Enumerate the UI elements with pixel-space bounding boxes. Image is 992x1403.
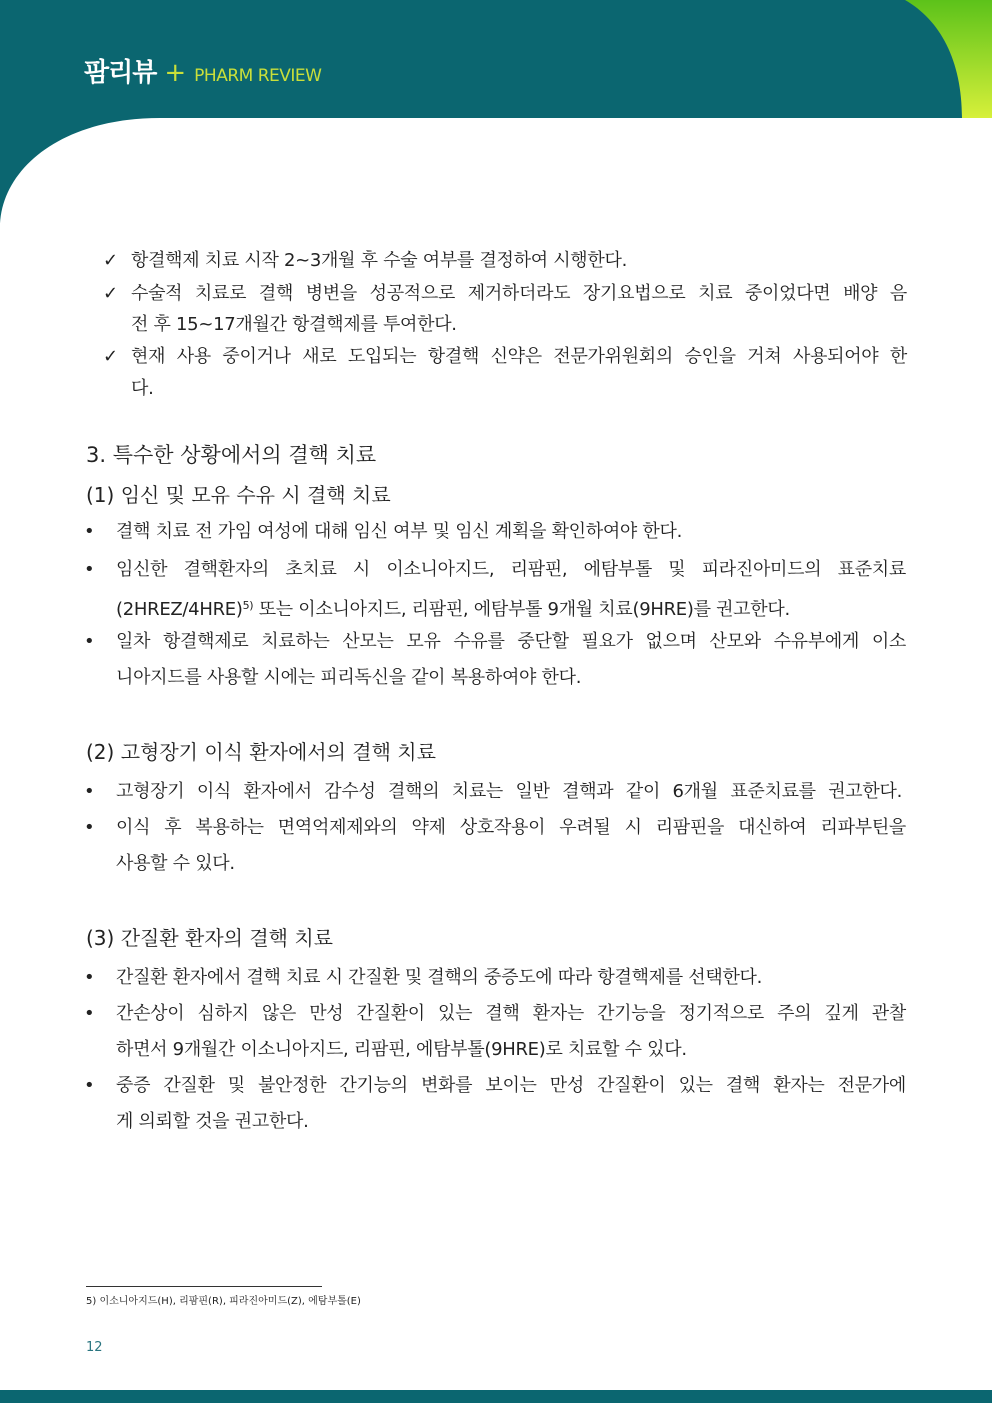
section-heading: 3. 특수한 상황에서의 결핵 치료	[86, 443, 377, 467]
bullet-icon: •	[84, 817, 95, 838]
footer-bar	[0, 1390, 992, 1403]
sub1-bullet-2-line-2	[116, 594, 790, 622]
footnote: 5) 이소니아지드(H), 리팜핀(R), 피라진아미드(Z), 에탐부톨(E)	[86, 1296, 361, 1307]
sub2-bullet-2-line-1: 이식 후 복용하는 면역억제제와의 약제 상호작용이 우려될 시 리팜핀을 대신하여 리파부틴을	[116, 817, 906, 838]
brand-english: PHARM REVIEW	[194, 66, 322, 86]
checklist-item-3-line-2: 다.	[131, 378, 154, 399]
footnote-marker: 5)	[242, 599, 254, 612]
checklist-item-1: 항결핵제 치료 시작 2~3개월 후 수술 여부를 결정하여 시행한다.	[131, 250, 627, 271]
sub3-bullet-3-line-1: 중증 간질환 및 불안정한 간기능의 변화를 보이는 만성 간질환이 있는 결핵 환자는 전문가에	[116, 1075, 906, 1096]
bullet-icon: •	[84, 781, 95, 802]
sub2-bullet-2-line-2: 사용할 수 있다.	[116, 853, 235, 874]
footnote-divider	[86, 1286, 322, 1287]
subsection-heading-1: (1) 임신 및 모유 수유 시 결핵 치료	[86, 483, 391, 507]
checklist-item-2-line-1: 수술적 치료로 결핵 병변을 성공적으로 제거하더라도 장기요법으로 치료 중이었다면 배양 음	[131, 283, 907, 304]
subsection-heading-2: (2) 고형장기 이식 환자에서의 결핵 치료	[86, 740, 436, 764]
sub1-bullet-1: 결핵 치료 전 가임 여성에 대해 임신 여부 및 임신 계획을 확인하여야 한다.	[116, 521, 683, 542]
sub3-bullet-2-line-2: 하면서 9개월간 이소니아지드, 리팜핀, 에탐부톨(9HRE)로 치료할 수 있다.	[116, 1039, 687, 1060]
sub3-bullet-1: 간질환 환자에서 결핵 치료 시 간질환 및 결핵의 중증도에 따라 항결핵제를 선택한다.	[116, 967, 763, 988]
header-banner	[0, 0, 992, 230]
bullet-icon: •	[84, 521, 95, 542]
sub1-bullet-2-line-1: 임신한 결핵환자의 초치료 시 이소니아지드, 리팜핀, 에탐부톨 및 피라진아미드의 표준치료	[116, 559, 906, 580]
subsection-heading-3: (3) 간질환 환자의 결핵 치료	[86, 926, 333, 950]
check-icon: ✓	[103, 250, 119, 271]
bullet-icon: •	[84, 631, 95, 652]
bullet-icon: •	[84, 559, 95, 580]
check-icon: ✓	[103, 346, 119, 367]
check-icon: ✓	[103, 283, 119, 304]
sub3-bullet-3-line-2: 게 의뢰할 것을 권고한다.	[116, 1111, 309, 1132]
sub2-bullet-1: 고형장기 이식 환자에서 감수성 결핵의 치료는 일반 결핵과 같이 6개월 표준치료를 권고한다.	[116, 781, 902, 802]
sub1-bullet-3-line-2: 니아지드를 사용할 시에는 피리독신을 같이 복용하여야 한다.	[116, 667, 582, 688]
brand-plus: +	[164, 58, 187, 88]
regimen-code: (2HREZ/4HRE)	[116, 599, 243, 620]
page-number: 12	[86, 1340, 103, 1355]
checklist-item-2-line-2: 전 후 15~17개월간 항결핵제를 투여한다.	[131, 314, 457, 335]
sub3-bullet-2-line-1: 간손상이 심하지 않은 만성 간질환이 있는 결핵 환자는 간기능을 정기적으로 주의 깊게 관찰	[116, 1003, 906, 1024]
regimen-text: 또는 이소니아지드, 리팜핀, 에탐부톨 9개월 치료(9HRE)를 권고한다.	[253, 599, 790, 620]
bullet-icon: •	[84, 1075, 95, 1096]
bullet-icon: •	[84, 1003, 95, 1024]
bullet-icon: •	[84, 967, 95, 988]
brand-logo	[84, 52, 321, 89]
sub1-bullet-3-line-1: 일차 항결핵제로 치료하는 산모는 모유 수유를 중단할 필요가 없으며 산모와 수유부에게 이소	[116, 631, 906, 652]
checklist-item-3-line-1: 현재 사용 중이거나 새로 도입되는 항결핵 신약은 전문가위원회의 승인을 거쳐 사용되어야 한	[131, 346, 907, 367]
brand-korean: 팜리뷰	[84, 58, 157, 88]
